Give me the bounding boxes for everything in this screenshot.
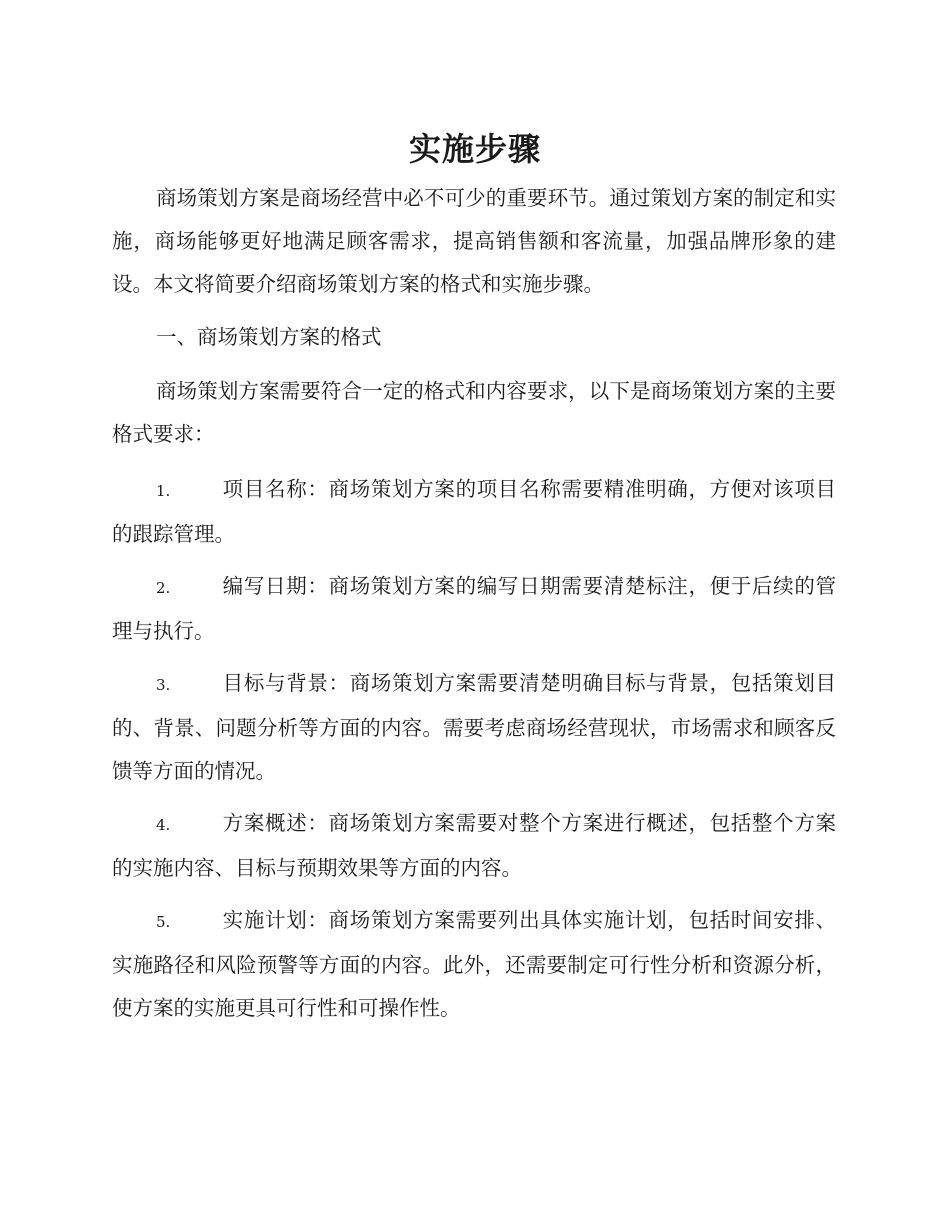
list-item bbox=[112, 899, 836, 1030]
list-item-number: 4. bbox=[156, 816, 171, 834]
list-item-text: 项目名称：商场策划方案的项目名称需要精准明确，方便对该项目的跟踪管理。 bbox=[112, 477, 836, 546]
list-item-text: 实施计划：商场策划方案需要列出具体实施计划，包括时间安排、实施路径和风险预警等方面的内容。此外，还需要制定可行性分析和资源分析，使方案的实施更具可行性和可操作性。 bbox=[112, 908, 836, 1020]
list-item bbox=[112, 802, 836, 890]
list-item bbox=[112, 565, 836, 653]
list-item-number: 5. bbox=[156, 913, 171, 931]
list-item-text: 编写日期：商场策划方案的编写日期需要清楚标注，便于后续的管理与执行。 bbox=[112, 574, 836, 643]
list-item-number: 3. bbox=[156, 676, 171, 694]
list-item-number: 1. bbox=[156, 482, 171, 500]
list-item bbox=[112, 468, 836, 556]
intro-paragraph: 商场策划方案是商场经营中必不可少的重要环节。通过策划方案的制定和实施，商场能够更好地满足顾客需求，提高销售额和客流量，加强品牌形象的建设。本文将简要介绍商场策划方案的格式和实施步骤。 bbox=[112, 186, 836, 296]
list-item bbox=[112, 662, 836, 793]
list-item-number: 2. bbox=[156, 579, 171, 597]
section-heading: 一、商场策划方案的格式 bbox=[156, 325, 382, 349]
document-title: 实施步骤 bbox=[408, 130, 541, 168]
list-item-text: 目标与背景：商场策划方案需要清楚明确目标与背景，包括策划目的、背景、问题分析等方面的内容。需要考虑商场经营现状，市场需求和顾客反馈等方面的情况。 bbox=[112, 671, 836, 783]
list-item-text: 方案概述：商场策划方案需要对整个方案进行概述，包括整个方案的实施内容、目标与预期效果等方面的内容。 bbox=[112, 811, 836, 880]
section-intro-paragraph: 商场策划方案需要符合一定的格式和内容要求，以下是商场策划方案的主要格式要求： bbox=[112, 379, 836, 446]
